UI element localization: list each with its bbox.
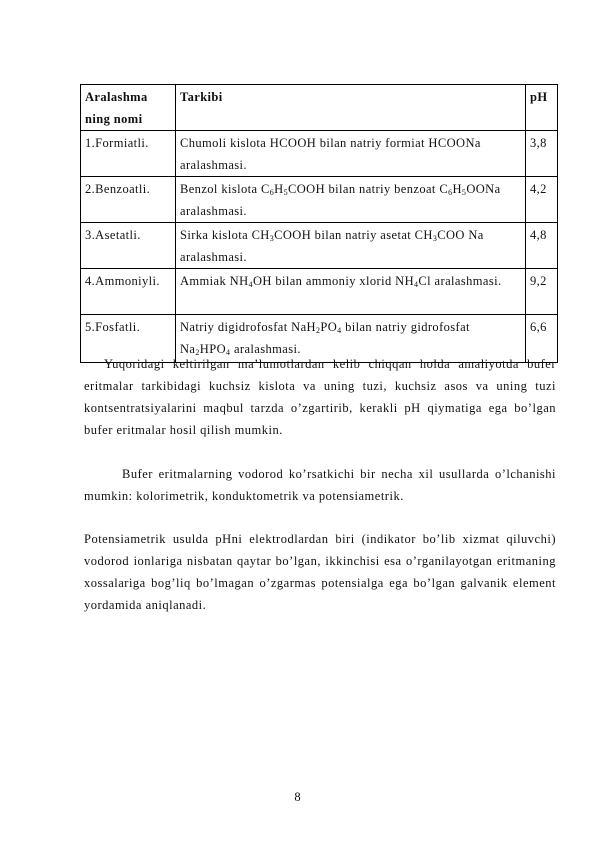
mixture-name: 4.Ammoniyli.: [81, 269, 176, 315]
body-paragraph: Potensiametrik usulda pHni elektrodlardan biri (indikator bo’lib xizmat qiluvchi) vodorod ionlariga nisbatan qaytar bo’lgan, ikkinchisi esa o’rganilayotgan eritmaning xossalariga bog’liq bo’lmagan o’zgarmas potensialga ega bo’lgan galvanik element yordamida aniqlanadi.: [84, 532, 556, 612]
mixture-composition: Sirka kislota $CH_3COOH$ bilan natriy asetat $CH_3COO$ Na aralashmasi.: [176, 223, 526, 269]
table-row: [81, 269, 558, 315]
table-row: [81, 131, 558, 177]
mixture-ph: 3,8: [526, 131, 558, 177]
body-paragraph: Yuqoridagi keltirilgan ma’lumotlardan kelib chiqqan holda amaliyotda bufer eritmalar tarkibidagi kuchsiz kislota va uning tuzi, kuchsiz asos va uning tuzi kontsentratsiyalarini maqbul tarzda o’zgartirib, kerakli pH qiymatiga ega bo’lgan bufer eritmalar hosil qilish mumkin.: [84, 357, 556, 437]
mixture-composition: Natriy digidrofosfat $NaH_2PO_4$ bilan natriy gidrofosfat $Na_2HPO_4$ aralashmasi.: [176, 315, 526, 363]
table-row: [81, 223, 558, 269]
table-row: [81, 177, 558, 223]
mixture-name: 2.Benzoatli.: [81, 177, 176, 223]
mixture-ph: 4,2: [526, 177, 558, 223]
header-composition: Tarkibi: [176, 85, 526, 131]
mixture-name: 5.Fosfatli.: [81, 315, 176, 363]
header-ph: pH: [526, 85, 558, 131]
mixture-name: 3.Asetatli.: [81, 223, 176, 269]
mixture-composition: Benzol kislota $C_6H_5COOH$ bilan natriy benzoat $C_6H_5OONa$ aralashmasi.: [176, 177, 526, 223]
header-mixture-name: Aralashma ning nomi: [81, 85, 176, 131]
buffer-solutions-table: [80, 84, 558, 363]
page-number: 8: [294, 790, 301, 804]
mixture-composition: Ammiak $NH_4OH$ bilan ammoniy xlorid $NH_4Cl$ aralashmasi.: [176, 269, 526, 315]
body-paragraph: Bufer eritmalarning vodorod ko’rsatkichi bir necha xil usullarda o’lchanishi mumkin: kolorimetrik, konduktometrik va potensiametrik.: [84, 467, 556, 503]
table-header-row: [81, 85, 558, 131]
mixture-name: 1.Formiatli.: [81, 131, 176, 177]
mixture-ph: 9,2: [526, 269, 558, 315]
mixture-ph: 4,8: [526, 223, 558, 269]
mixture-composition: Chumoli kislota HCOOH bilan natriy formiat HCOONa aralashmasi.: [176, 131, 526, 177]
mixture-ph: 6,6: [526, 315, 558, 363]
